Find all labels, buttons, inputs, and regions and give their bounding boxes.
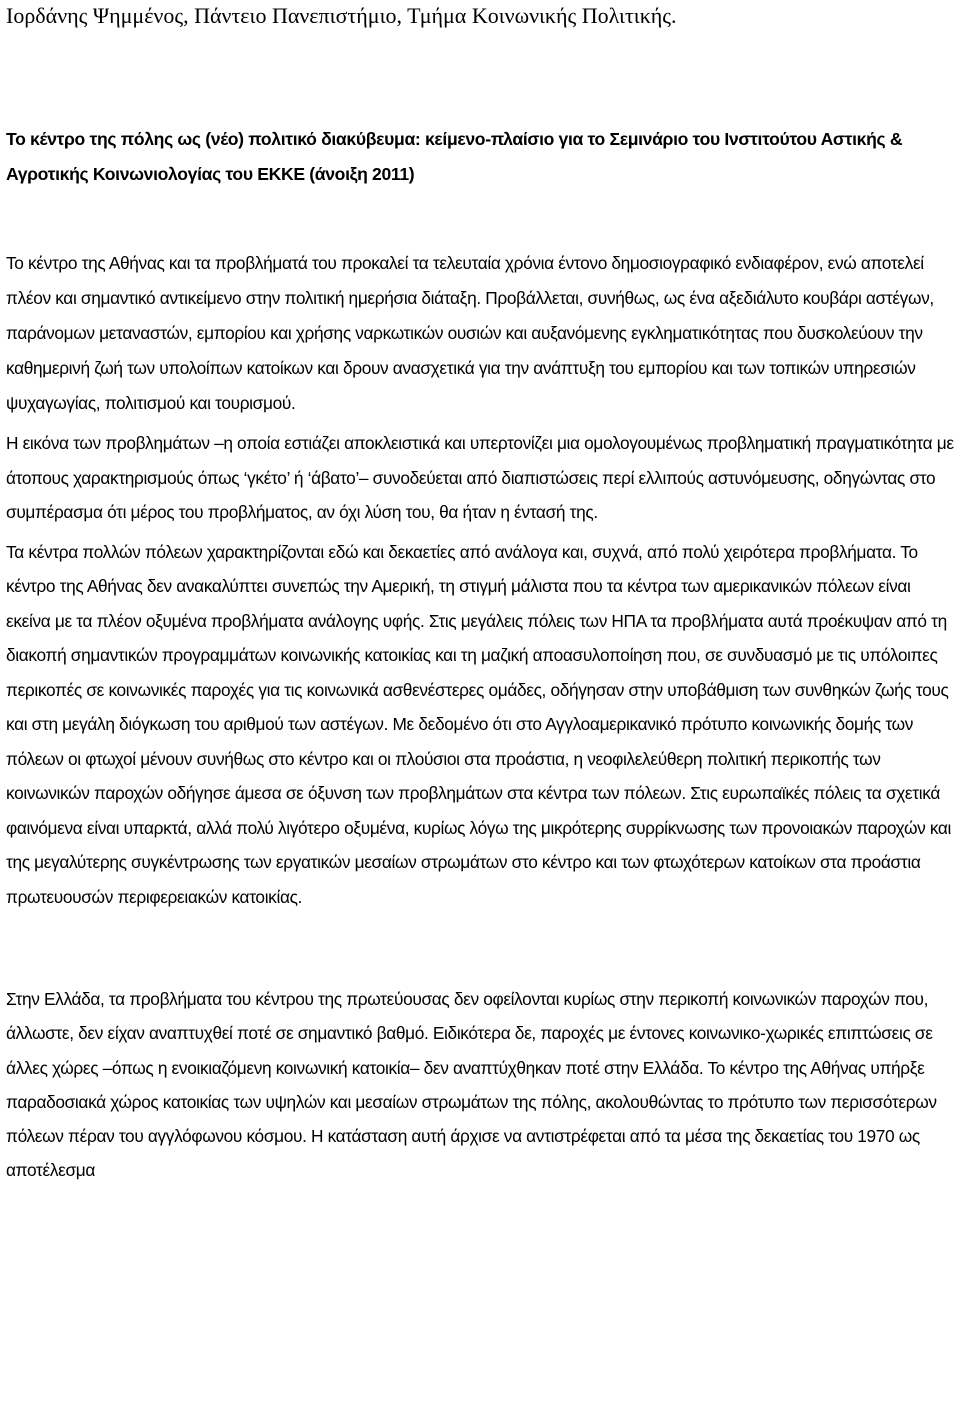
paragraph-other-cities: Τα κέντρα πολλών πόλεων χαρακτηρίζονται εδώ και δεκαετίες από ανάλογα και, συχνά, από πολύ χειρότερα προβλήματα. Το κέντρο της Αθήνας δεν ανακαλύπτει συνεπώς την Αμερική, τη στιγμή μάλιστα που τα κέντρα των αμερικανικών πόλεων είναι εκείνα με τα πλέον οξυμένα προβλήματα ανάλογης υφής. Στις μεγάλεις πόλεις των ΗΠΑ τα προβλήματα αυτά προέκυψαν από τη διακοπή σημαντικών προγραμμάτων κοινωνικής κατοικίας και τη μαζική αποασυλοποίηση που, σε συνδυασμό με τις υπόλοιπες περικοπές σε κοινωνικές παροχές για τις κοινωνικά ασθενέστερες ομάδες, οδήγησαν στην υποβάθμιση των συνθηκών ζωής τους και στη μεγάλη διόγκωση του αριθμού των αστέγων. Με δεδομένο ότι στο Αγγλοαμερικανικό πρότυπο κοινωνικής δομής των πόλεων οι φτωχοί μένουν συνήθως στο κέντρο και οι πλούσιοι στα προάστια, η νεοφιλελεύθερη πολιτική περικοπής των κοινωνικών παροχών οδήγησε άμεσα σε όξυνση των προβλημάτων στα κέντρα των πόλεων. Στις ευρωπαϊκές πόλεις τα σχετικά φαινόμενα είναι υπαρκτά, αλλά πολύ λιγότερο οξυμένα, κυρίως λόγω της μικρότερης συρρίκνωσης των προνοιακών παροχών και της μεγαλύτερης συγκέντρωσης των εργατικών μεσαίων στρωμάτων στο κέντρο και των φτωχότερων κατοίκων στα προάστια πρωτευουσών περιφερειακών κατοικίας.	[6, 541, 952, 907]
document-page	[6, 0, 956, 1188]
paragraph-greece: Στην Ελλάδα, τα προβλήματα του κέντρου της πρωτεύουσας δεν οφείλονται κυρίως στην περικοπή κοινωνικών παροχών που, άλλωστε, δεν είχαν αναπτυχθεί ποτέ σε σημαντικό βαθμό. Ειδικότερα δε, παροχές με έντονες κοινωνικο-χωρικές επιπτώσεις σε άλλες χώρες –όπως η ενοικιαζόμενη κοινωνική κατοικία– δεν αναπτύχθηκαν ποτέ στην Ελλάδα. Το κέντρο της Αθήνας υπήρξε παραδοσιακά χώρος κατοικίας των υψηλών και μεσαίων στρωμάτων της πόλης, ακολουθώντας το πρότυπο των περισσότερων πόλεων πέραν του αγγλόφωνου κόσμου. Η κατάσταση αυτή άρχισε να αντιστρέφεται από τα μέσα της δεκαετίας του 1970 ως αποτέλεσμα	[6, 989, 937, 1181]
paragraph-intro: Το κέντρο της Αθήνας και τα προβλήματά του προκαλεί τα τελευταία χρόνια έντονο δημοσιογραφικό ενδιαφέρον, ενώ αποτελεί πλέον και σημαντικό αντικείμενο στην πολιτική ημερήσια διάταξη. Προβάλλεται, συνήθως, ως ένα αξεδιάλυτο κουβάρι αστέγων, παράνομων μεταναστών, εμπορίου και χρήσης ναρκωτικών ουσιών και αυξανόμενης εγκληματικότητας που δυσκολεύουν την καθημερινή ζωή των υπολοίπων κατοίκων και δρουν ανασχετικά για την ανάπτυξη του εμπορίου και των τοπικών υπηρεσιών ψυχαγωγίας, πολιτισμού και τουρισμού.	[6, 253, 934, 413]
paragraph-problem-image: Η εικόνα των προβλημάτων –η οποία εστιάζει αποκλειστικά και υπερτονίζει μια ομολογουμένως προβληματική πραγματικότητα με άτοπους χαρακτηρισμούς όπως ‘γκέτο’ ή ‘άβατο’– συνοδεύεται από διαπιστώσεις περί ελλιπούς αστυνόμευσης, οδηγώντας στο συμπέρασμα ότι μέρος του προβλήματος, αν όχι λύση του, θα ήταν η έντασή της.	[6, 433, 954, 522]
document-title: Το κέντρο της πόλης ως (νέο) πολιτικό διακύβευμα: κείμενο-πλαίσιο για το Σεμινάριο του Ινστιτούτου Αστικής & Αγροτικής Κοινωνιολογίας του ΕΚΚΕ (άνοιξη 2011)	[6, 129, 903, 184]
author-affiliation-header: Ιορδάνης Ψημμένος, Πάντειο Πανεπιστήμιο, Τμήμα Κοινωνικής Πολιτικής.	[6, 3, 677, 28]
